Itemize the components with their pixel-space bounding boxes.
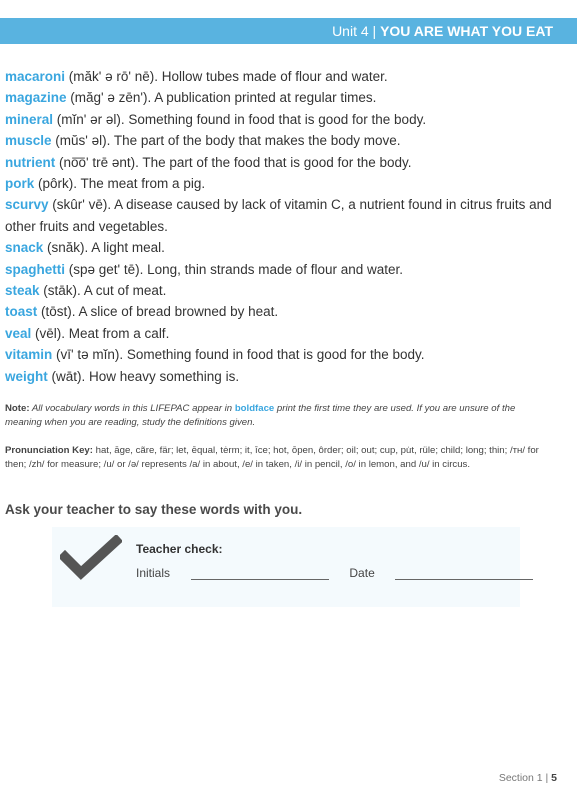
page-number: 5 xyxy=(551,772,557,784)
vocab-definition: (vēl). Meat from a calf. xyxy=(31,325,170,341)
vocab-entry xyxy=(5,152,565,173)
vocab-entry xyxy=(5,280,565,301)
vocab-word: steak xyxy=(5,283,40,299)
unit-label: Unit 4 xyxy=(332,23,369,39)
vocab-word: nutrient xyxy=(5,154,56,170)
teacher-check-title: Teacher check: xyxy=(136,542,223,556)
vocab-entry xyxy=(5,194,565,237)
pronunciation-text: hat, āge, cãre, fär; let, ēqual, tėrm; it, īce; hot, ōpen, ôrder; oil; out; cup, pu̇t, rüle; child; long; thin; /ᴛʜ/ for then; /zh/ for measure; /u/ or /ə/ represents /a/ in about, /e/ in taken, /i/ in pencil, /o/ in lemon, and /u/ in circus. xyxy=(5,445,539,470)
date-label: Date xyxy=(349,566,375,580)
vocab-word: snack xyxy=(5,240,44,256)
vocab-word: mineral xyxy=(5,111,54,127)
checkmark-icon xyxy=(60,535,122,583)
vocab-definition: (skûr' vē). A disease caused by lack of vitamin C, a nutrient found in citrus fruits and other fruits and vegetables. xyxy=(5,197,552,234)
unit-title: YOU ARE WHAT YOU EAT xyxy=(380,23,553,39)
footer-separator: | xyxy=(542,772,552,784)
initials-field[interactable] xyxy=(191,567,329,580)
note-text-after: print the first time they are used. If you are unsure of the meaning when you are reading, study the definitions given. xyxy=(5,403,516,428)
pronunciation-label: Pronunciation Key: xyxy=(5,445,93,456)
note-label: Note: xyxy=(5,403,30,414)
vocab-definition: (mŭs' əl). The part of the body that makes the body move. xyxy=(51,133,401,149)
vocab-entry xyxy=(5,237,565,258)
vocab-entry xyxy=(5,259,565,280)
vocab-word: toast xyxy=(5,304,38,320)
vocabulary-list xyxy=(5,66,565,387)
instruction-text: Ask your teacher to say these words with you. xyxy=(5,502,303,517)
vocab-word: pork xyxy=(5,176,35,192)
vocab-definition: (vī' tə mĭn). Something found in food that is good for the body. xyxy=(52,347,425,363)
vocab-entry xyxy=(5,323,565,344)
vocab-definition: (mĭn' ər əl). Something found in food that is good for the body. xyxy=(53,111,427,127)
vocab-definition: (no͞o' trē ənt). The part of the food that is good for the body. xyxy=(55,154,412,170)
date-field[interactable] xyxy=(395,567,533,580)
pronunciation-key xyxy=(5,444,550,472)
section-label: Section 1 xyxy=(498,772,543,784)
vocab-definition: (măk' ə rō' nē). Hollow tubes made of flour and water. xyxy=(65,69,388,84)
vocab-word: magazine xyxy=(5,90,67,106)
note-boldface-word: boldface xyxy=(234,403,275,414)
vocab-word: vitamin xyxy=(5,347,53,363)
unit-header xyxy=(332,18,553,44)
vocab-definition: (snăk). A light meal. xyxy=(43,240,165,256)
vocab-entry xyxy=(5,66,565,87)
header-separator: | xyxy=(368,23,381,39)
vocab-definition: (măg' ə zēn'). A publication printed at regular times. xyxy=(66,90,377,106)
vocab-entry xyxy=(5,109,565,130)
vocab-entry xyxy=(5,301,565,322)
vocab-definition: (wāt). How heavy something is. xyxy=(47,368,240,384)
vocab-word: scurvy xyxy=(5,197,49,213)
teacher-sign-row xyxy=(136,566,533,580)
vocab-definition: (tōst). A slice of bread browned by heat. xyxy=(37,304,279,320)
note-text-before: All vocabulary words in this LIFEPAC appear in xyxy=(29,403,235,414)
vocab-entry xyxy=(5,344,565,365)
vocab-word: weight xyxy=(5,368,48,384)
vocab-definition: (spə get' tē). Long, thin strands made of flour and water. xyxy=(65,261,404,277)
vocab-entry xyxy=(5,87,565,108)
vocab-definition: (stāk). A cut of meat. xyxy=(39,283,167,299)
vocab-word: macaroni xyxy=(5,69,66,84)
vocab-entry xyxy=(5,173,565,194)
vocab-word: muscle xyxy=(5,133,52,149)
vocab-entry xyxy=(5,366,565,387)
vocab-definition: (pôrk). The meat from a pig. xyxy=(34,176,206,192)
vocab-entry xyxy=(5,130,565,151)
unit-header-bar xyxy=(0,18,577,44)
page-footer xyxy=(499,772,557,784)
initials-label: Initials xyxy=(136,566,171,580)
vocab-word: spaghetti xyxy=(5,261,66,277)
vocabulary-note xyxy=(5,402,550,430)
vocab-word: veal xyxy=(5,325,32,341)
